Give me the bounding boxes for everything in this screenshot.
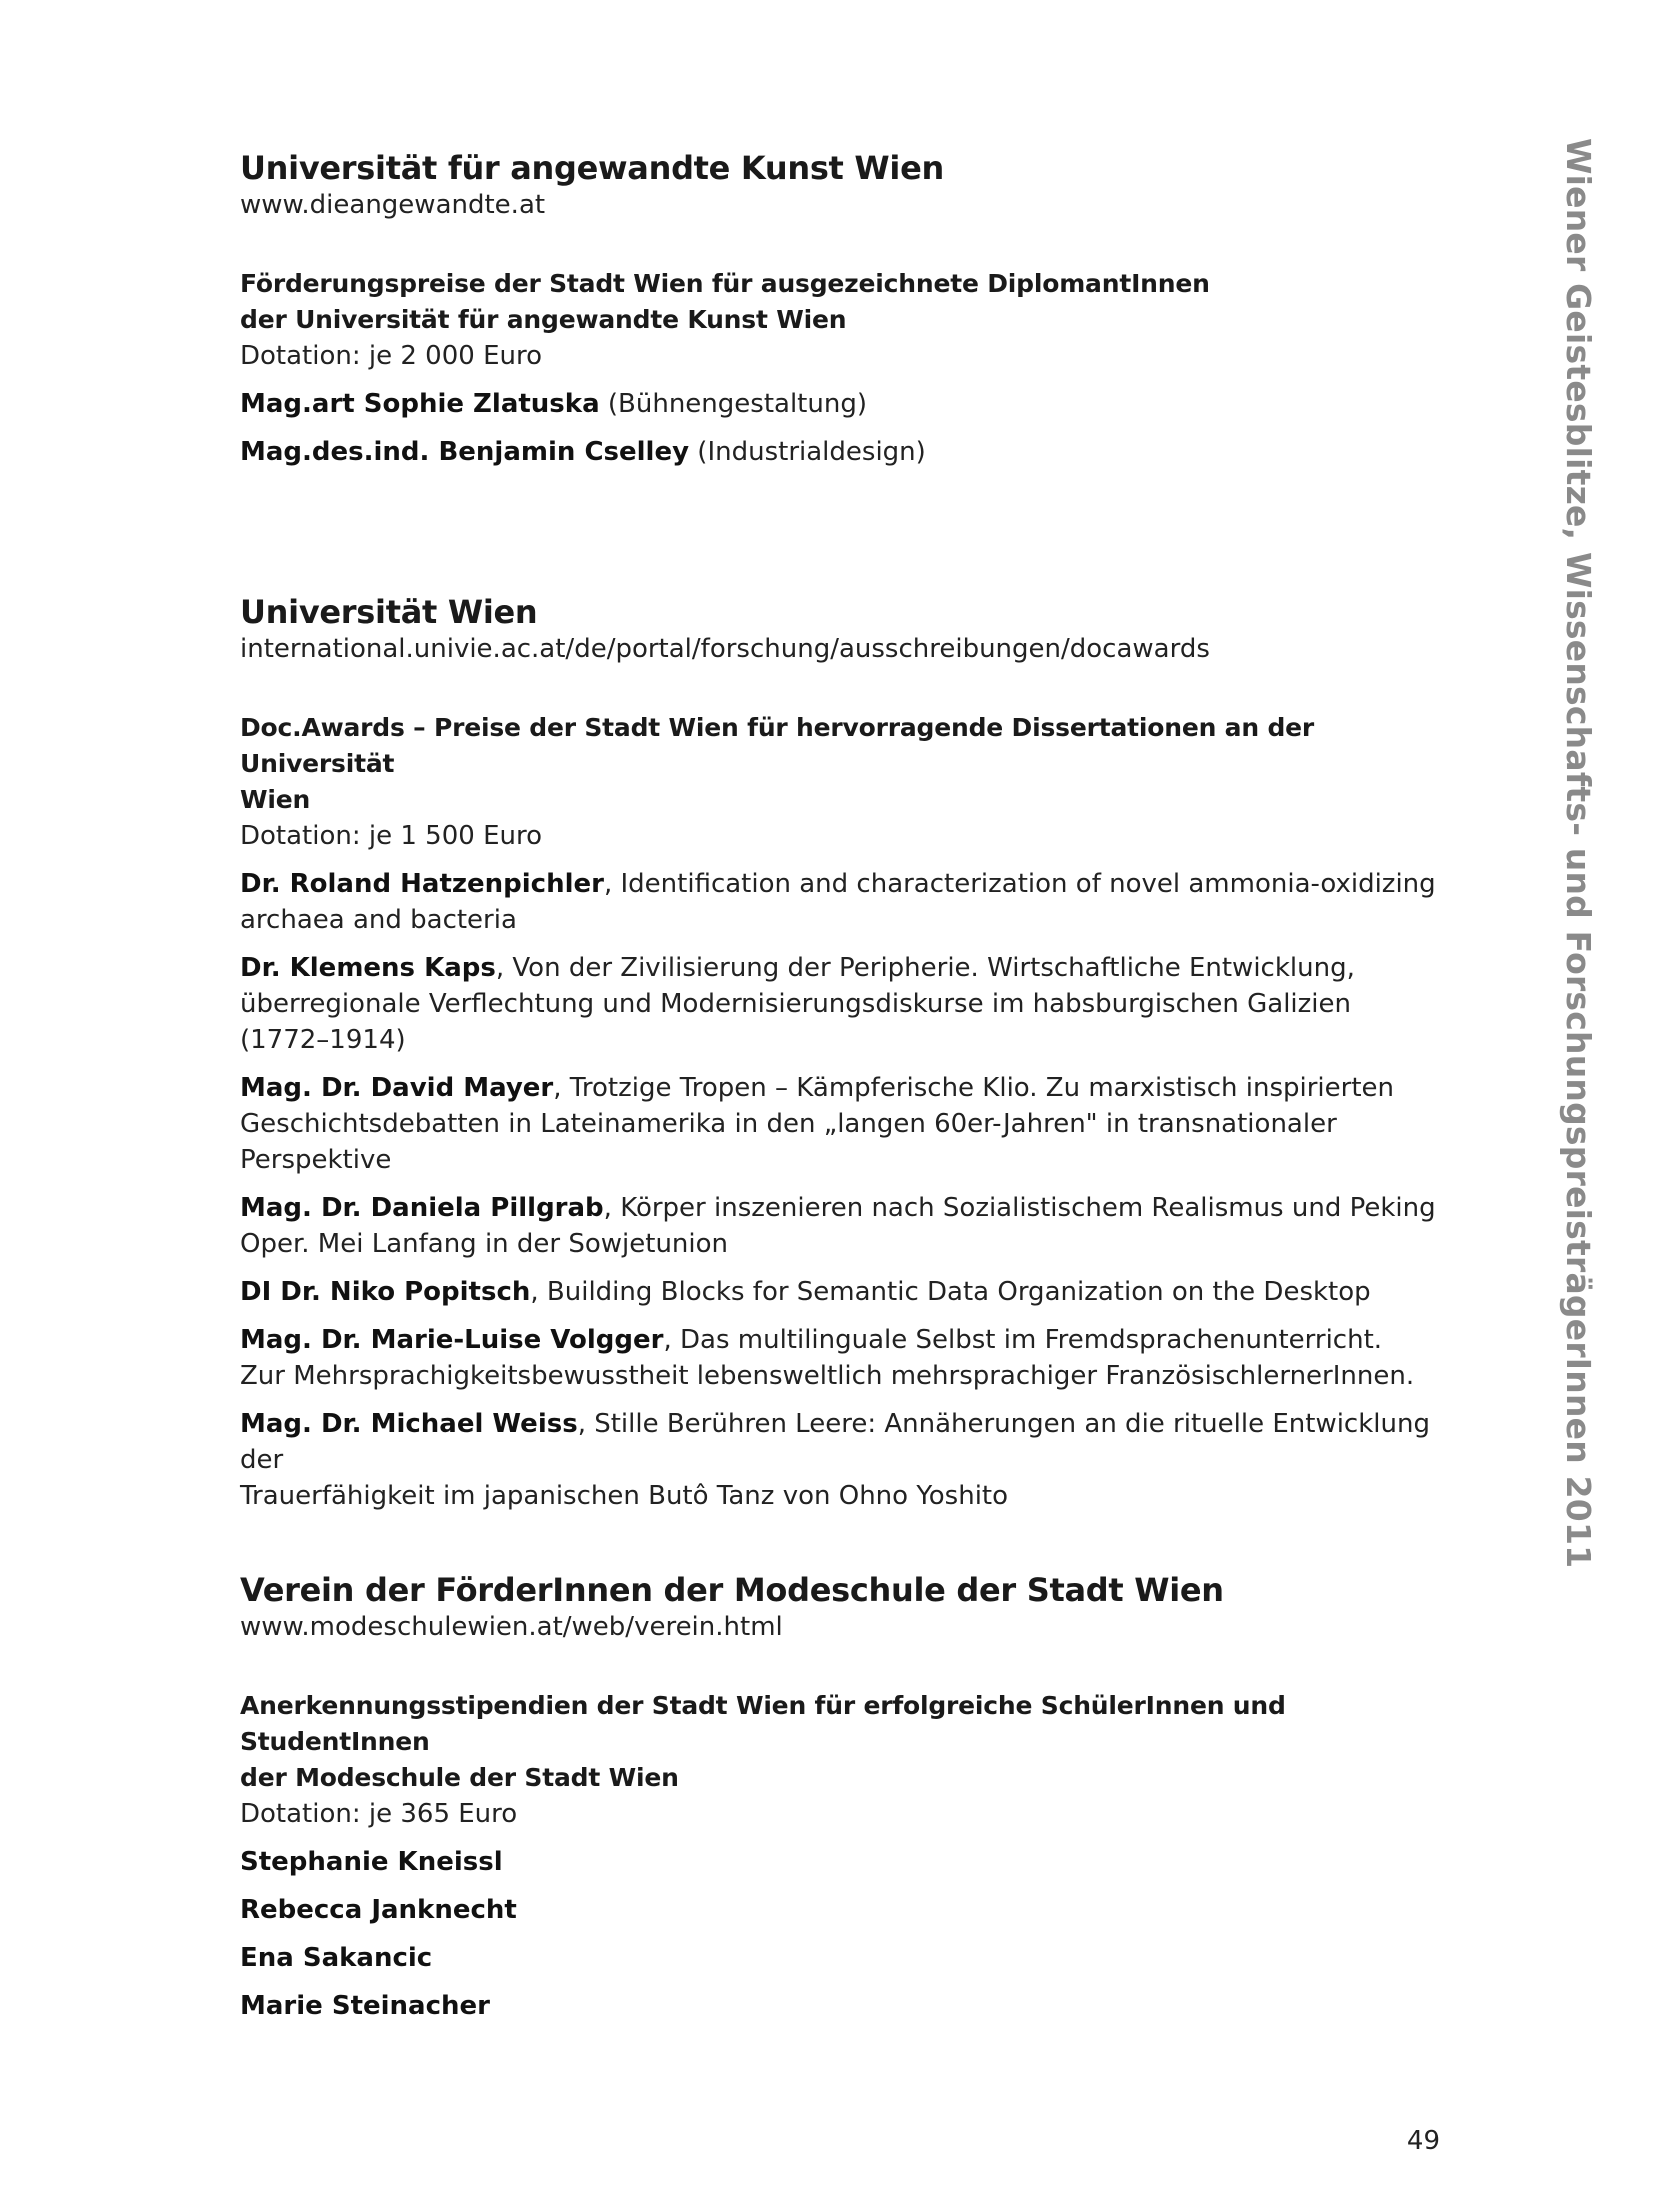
awardee-entry xyxy=(240,1988,1460,2024)
awardee-name: Rebecca Janknecht xyxy=(240,1895,517,1925)
awardee-entry xyxy=(240,1406,1460,1514)
awardee-description: (Industrialdesign) xyxy=(689,437,926,467)
award-title xyxy=(240,710,1460,818)
awardee-name: Marie Steinacher xyxy=(240,1991,490,2021)
institution-name: Universität für angewandte Kunst Wien xyxy=(240,149,944,187)
running-side-title: Wiener Geistesblitze, Wissenschafts- und ForschungspreisträgerInnen 2011 xyxy=(1559,138,1598,1569)
section-modeschule xyxy=(240,1570,1460,2036)
awardee-entry xyxy=(240,1892,1460,1928)
dotation: Dotation: je 365 Euro xyxy=(240,1799,518,1829)
award-title-line: Wien xyxy=(240,785,311,814)
award-title-line: Anerkennungsstipendien der Stadt Wien für erfolgreiche SchülerInnen und StudentInnen xyxy=(240,1691,1286,1756)
awardee-description: (Bühnengestaltung) xyxy=(599,389,867,419)
awardee-description: Geschichtsdebatten in Lateinamerika in den „langen 60er-Jahren" in transnationaler xyxy=(240,1109,1337,1139)
awardee-name: Ena Sakancic xyxy=(240,1943,433,1973)
awardee-name: DI Dr. Niko Popitsch xyxy=(240,1277,531,1307)
award-title-line: Förderungspreise der Stadt Wien für ausgezeichnete DiplomantInnen xyxy=(240,269,1210,298)
awardee-description: , Building Blocks for Semantic Data Organization on the Desktop xyxy=(530,1277,1371,1307)
awardee-entry xyxy=(240,1844,1460,1880)
awardee-name: Mag. Dr. Marie-Luise Volgger xyxy=(240,1325,664,1355)
institution-url: www.dieangewandte.at xyxy=(240,190,546,220)
awardee-name: Dr. Klemens Kaps xyxy=(240,953,496,983)
awardee-description: , Das multilinguale Selbst im Fremdsprachenunterricht. xyxy=(663,1325,1383,1355)
awardee-name: Mag.des.ind. Benjamin Cselley xyxy=(240,437,690,467)
awardee-description: (1772–1914) xyxy=(240,1025,406,1055)
awardee-description: Oper. Mei Lanfang in der Sowjetunion xyxy=(240,1229,729,1259)
institution-name: Universität Wien xyxy=(240,593,538,631)
awardee-entry xyxy=(240,434,1460,470)
awardee-entry xyxy=(240,950,1460,1058)
award-title-line: Doc.Awards – Preise der Stadt Wien für hervorragende Dissertationen an der Universität xyxy=(240,713,1315,778)
awardee-description: archaea and bacteria xyxy=(240,905,517,935)
awardee-description: überregionale Verflechtung und Modernisierungsdiskurse im habsburgischen Galizien xyxy=(240,989,1351,1019)
awardee-description: Zur Mehrsprachigkeitsbewusstheit lebensweltlich mehrsprachiger FranzösischlernerInnen. xyxy=(240,1361,1415,1391)
awardee-name: Mag. Dr. David Mayer xyxy=(240,1073,554,1103)
awardee-description: , Trotzige Tropen – Kämpferische Klio. Zu marxistisch inspirierten xyxy=(553,1073,1394,1103)
awardee-description: Perspektive xyxy=(240,1145,392,1175)
dotation: Dotation: je 2 000 Euro xyxy=(240,341,542,371)
institution-url: international.univie.ac.at/de/portal/forschung/ausschreibungen/docawards xyxy=(240,634,1210,664)
award-title-line: der Modeschule der Stadt Wien xyxy=(240,1763,679,1792)
institution-name: Verein der FörderInnen der Modeschule der Stadt Wien xyxy=(240,1571,1224,1609)
award-title xyxy=(240,1688,1460,1796)
section-universitaet-wien xyxy=(240,592,1460,1526)
page-number: 49 xyxy=(1406,2126,1440,2156)
award-title-line: der Universität für angewandte Kunst Wien xyxy=(240,305,847,334)
awardee-entry xyxy=(240,386,1460,422)
award-title xyxy=(240,266,1460,338)
section-angewandte xyxy=(240,148,1460,482)
awardee-description: , Stille Berühren Leere: Annäherungen an die rituelle Entwicklung der xyxy=(240,1409,1430,1475)
awardee-name: Mag. Dr. Michael Weiss xyxy=(240,1409,578,1439)
awardee-name: Dr. Roland Hatzenpichler xyxy=(240,869,604,899)
awardee-description: , Identification and characterization of novel ammonia-oxidizing xyxy=(603,869,1436,899)
institution-url: www.modeschulewien.at/web/verein.html xyxy=(240,1612,783,1642)
awardee-name: Mag. Dr. Daniela Pillgrab xyxy=(240,1193,604,1223)
awardee-entry xyxy=(240,1940,1460,1976)
awardee-name: Mag.art Sophie Zlatuska xyxy=(240,389,600,419)
awardee-description: Trauerfähigkeit im japanischen Butô Tanz von Ohno Yoshito xyxy=(240,1481,1009,1511)
awardee-entry xyxy=(240,1070,1460,1178)
awardee-entry xyxy=(240,866,1460,938)
awardee-name: Stephanie Kneissl xyxy=(240,1847,503,1877)
awardee-entry xyxy=(240,1190,1460,1262)
awardee-description: , Von der Zivilisierung der Peripherie. Wirtschaftliche Entwicklung, xyxy=(495,953,1355,983)
awardee-entry xyxy=(240,1274,1460,1310)
dotation: Dotation: je 1 500 Euro xyxy=(240,821,542,851)
awardee-description: , Körper inszenieren nach Sozialistischem Realismus und Peking xyxy=(603,1193,1436,1223)
awardee-entry xyxy=(240,1322,1460,1394)
